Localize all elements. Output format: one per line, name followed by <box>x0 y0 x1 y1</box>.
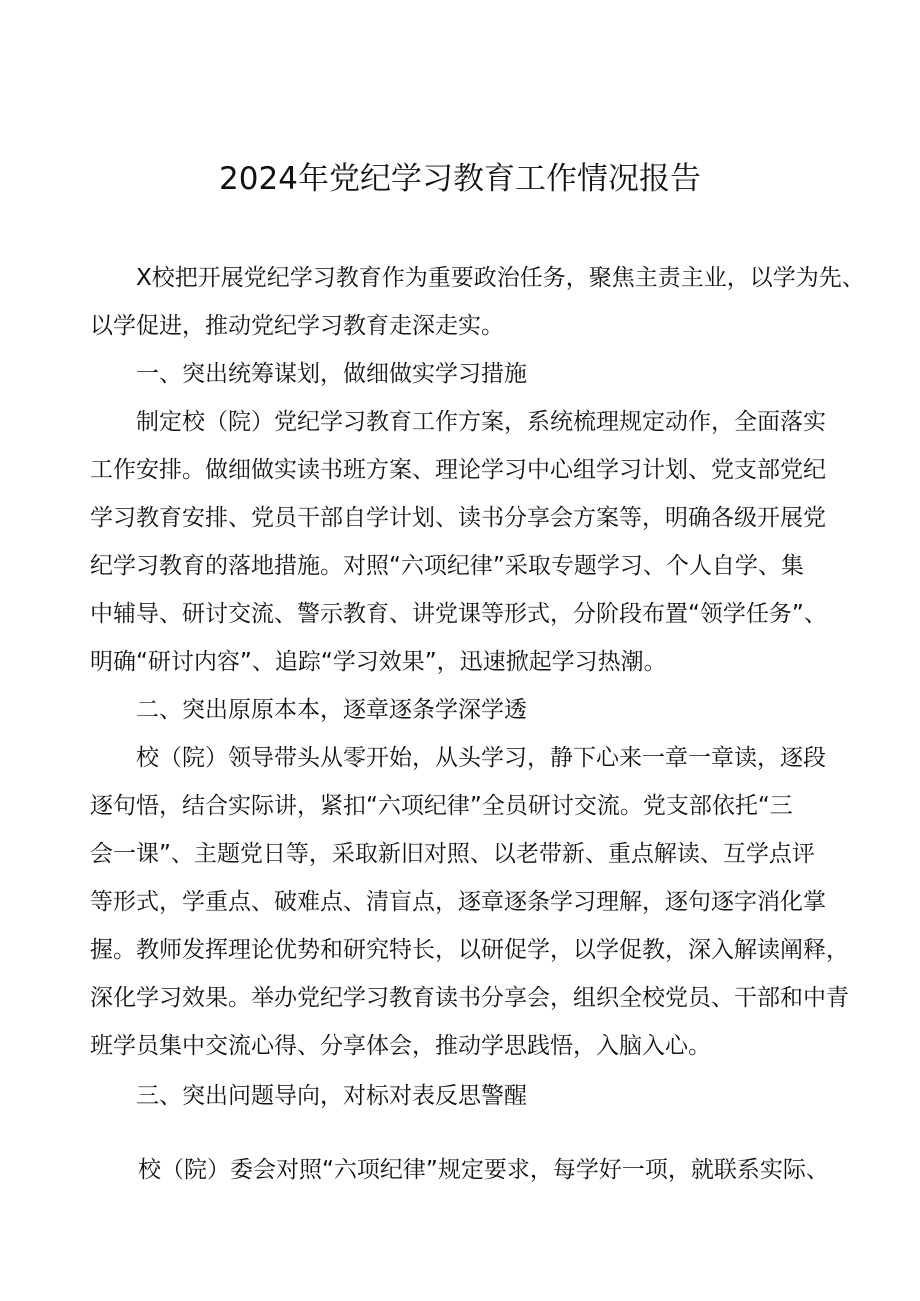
paragraph-line-4: 工作安排。做细做实读书班方案、理论学习中心组学习计划、党支部党纪 <box>90 457 826 483</box>
paragraph-line-9: 校（院）领导带头从零开始，从头学习，静下心来一章一章读，逐段 <box>136 745 826 771</box>
section-heading-1: 一、突出统筹谋划，做细做实学习措施 <box>136 361 527 387</box>
paragraph-line-5: 学习教育安排、党员干部自学计划、读书分享会方案等，明确各级开展党 <box>90 505 826 531</box>
paragraph-line-2: 以学促进，推动党纪学习教育走深走实。 <box>90 313 504 339</box>
paragraph-line-11: 会一课”、主题党日等，采取新旧对照、以老带新、重点解读、互学点评 <box>90 841 815 867</box>
document-title: 2024年党纪学习教育工作情况报告 <box>219 161 701 197</box>
paragraph-line-8: 明确“研讨内容”、追踪“学习效果”，迅速掀起学习热潮。 <box>90 649 667 675</box>
paragraph-line-1: X校把开展党纪学习教育作为重要政治任务，聚焦主责主业，以学为先、 <box>136 265 865 291</box>
section-heading-3: 三、突出问题导向，对标对表反思警醒 <box>136 1083 527 1109</box>
paragraph-line-12: 等形式，学重点、破难点、清盲点，逐章逐条学习理解，逐句逐字消化掌 <box>90 889 826 915</box>
paragraph-line-10: 逐句悟，结合实际讲，紧扣“六项纪律”全员研讨交流。党支部依托“三 <box>90 793 793 819</box>
paragraph-line-13: 握。教师发挥理论优势和研究特长，以研促学，以学促教，深入解读阐释， <box>90 937 849 963</box>
paragraph-line-14: 深化学习效果。举办党纪学习教育读书分享会，组织全校党员、干部和中青 <box>90 985 849 1011</box>
paragraph-line-7: 中辅导、研讨交流、警示教育、讲党课等形式，分阶段布置“领学任务”、 <box>90 601 827 627</box>
paragraph-line-16: 校（院）委会对照“六项纪律”规定要求，每学好一项，就联系实际、 <box>138 1157 829 1183</box>
section-heading-2: 二、突出原原本本，逐章逐条学深学透 <box>136 697 527 723</box>
paragraph-line-3: 制定校（院）党纪学习教育工作方案，系统梳理规定动作，全面落实 <box>136 409 826 435</box>
paragraph-line-6: 纪学习教育的落地措施。对照“六项纪律”采取专题学习、个人自学、集 <box>90 553 804 579</box>
paragraph-line-15: 班学员集中交流心得、分享体会，推动学思践悟，入脑入心。 <box>90 1033 711 1059</box>
